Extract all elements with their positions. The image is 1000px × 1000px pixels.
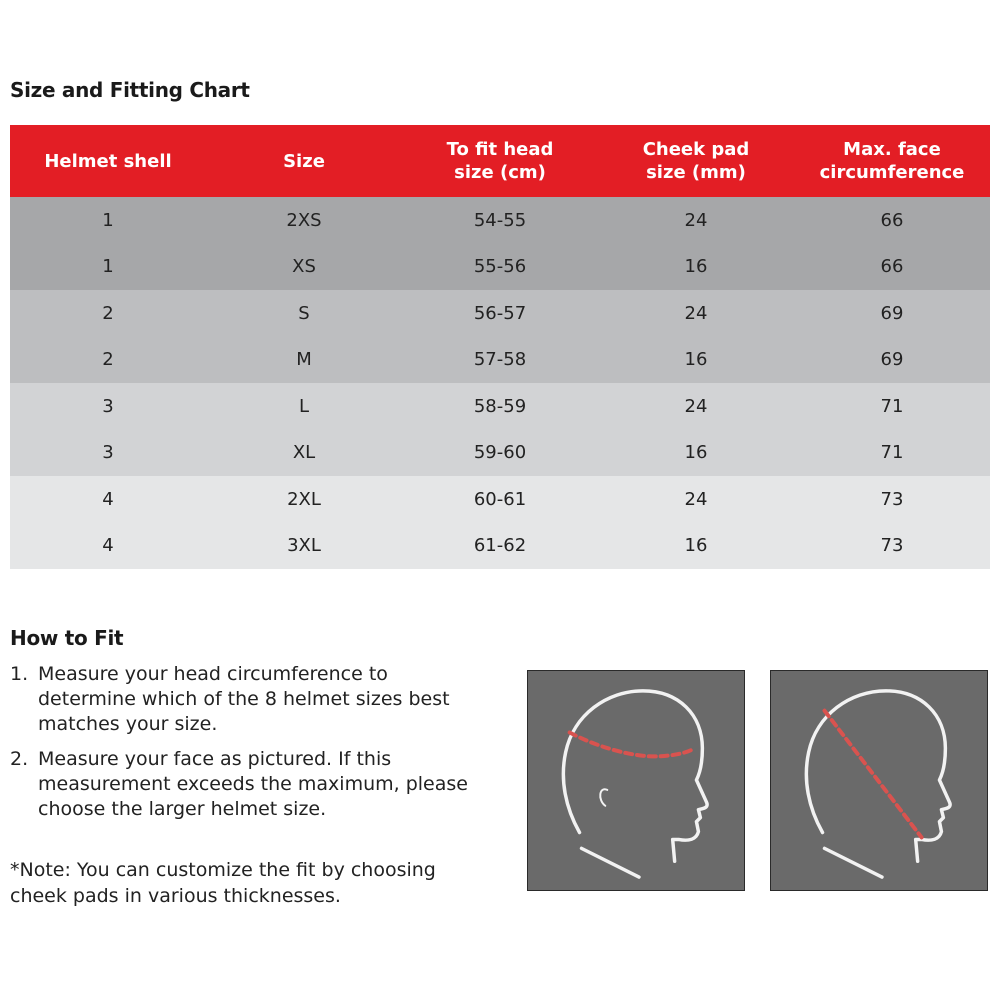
cell-cheek-pad: 16 [598, 523, 794, 570]
cell-cheek-pad: 16 [598, 337, 794, 384]
cell-helmet-shell: 3 [10, 430, 206, 477]
header-cheek-pad: Cheek pad size (mm) [598, 125, 794, 197]
cell-head-size: 55-56 [402, 244, 598, 291]
table-row [10, 523, 990, 570]
cell-helmet-shell: 1 [10, 197, 206, 244]
cell-helmet-shell: 4 [10, 523, 206, 570]
fit-step-text: Measure your head circumference to determine which of the 8 helmet sizes best matches your size. [38, 663, 450, 735]
cell-head-size: 61-62 [402, 523, 598, 570]
table-row [10, 244, 990, 291]
fit-step [10, 747, 480, 822]
cell-max-face: 69 [794, 290, 990, 337]
cell-max-face: 69 [794, 337, 990, 384]
fit-step [10, 662, 480, 737]
cell-head-size: 56-57 [402, 290, 598, 337]
cell-size: L [206, 383, 402, 430]
table-row [10, 290, 990, 337]
cell-head-size: 58-59 [402, 383, 598, 430]
cell-cheek-pad: 24 [598, 476, 794, 523]
cell-head-size: 57-58 [402, 337, 598, 384]
fit-step-text: Measure your face as pictured. If this measurement exceeds the maximum, please choose the larger helmet size. [38, 748, 468, 820]
cell-size: 2XL [206, 476, 402, 523]
cell-helmet-shell: 2 [10, 337, 206, 384]
how-to-fit-title: How to Fit [10, 626, 124, 650]
fit-note: *Note: You can customize the fit by choosing cheek pads in various thicknesses. [10, 859, 436, 907]
cell-helmet-shell: 2 [10, 290, 206, 337]
fit-steps-list [10, 662, 480, 832]
cell-cheek-pad: 24 [598, 197, 794, 244]
face-circumference-measure-icon [770, 670, 988, 891]
table-row [10, 430, 990, 477]
table-row [10, 337, 990, 384]
head-circumference-measure-icon [527, 670, 745, 891]
page-title: Size and Fitting Chart [10, 78, 250, 102]
table-row [10, 197, 990, 244]
cell-max-face: 71 [794, 383, 990, 430]
cell-max-face: 73 [794, 476, 990, 523]
cell-helmet-shell: 3 [10, 383, 206, 430]
cell-size: S [206, 290, 402, 337]
cell-cheek-pad: 16 [598, 244, 794, 291]
cell-cheek-pad: 24 [598, 383, 794, 430]
header-size: Size [206, 125, 402, 197]
cell-head-size: 54-55 [402, 197, 598, 244]
cell-cheek-pad: 16 [598, 430, 794, 477]
cell-helmet-shell: 4 [10, 476, 206, 523]
size-chart-table [10, 125, 990, 569]
cell-size: M [206, 337, 402, 384]
header-head-size: To fit head size (cm) [402, 125, 598, 197]
cell-size: XL [206, 430, 402, 477]
cell-head-size: 59-60 [402, 430, 598, 477]
table-row [10, 476, 990, 523]
cell-size: 2XS [206, 197, 402, 244]
cell-head-size: 60-61 [402, 476, 598, 523]
table-header-row [10, 125, 990, 197]
header-max-face: Max. face circumference [794, 125, 990, 197]
cell-max-face: 71 [794, 430, 990, 477]
cell-max-face: 66 [794, 244, 990, 291]
cell-cheek-pad: 24 [598, 290, 794, 337]
fit-step-number: 1. [10, 663, 29, 685]
cell-max-face: 73 [794, 523, 990, 570]
cell-size: XS [206, 244, 402, 291]
fit-step-number: 2. [10, 748, 29, 770]
cell-max-face: 66 [794, 197, 990, 244]
cell-size: 3XL [206, 523, 402, 570]
table-row [10, 383, 990, 430]
header-helmet-shell: Helmet shell [10, 125, 206, 197]
cell-helmet-shell: 1 [10, 244, 206, 291]
